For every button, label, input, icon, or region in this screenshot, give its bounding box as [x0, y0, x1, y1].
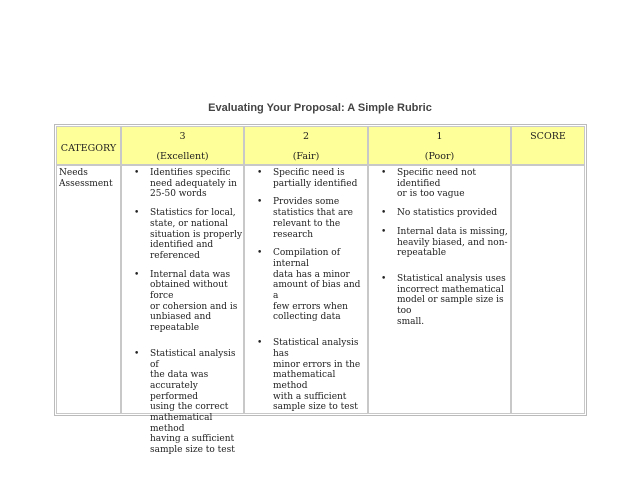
- fair-label: (Fair): [292, 151, 320, 162]
- criterion-item: • Identifies specific need adequately in 25-50 words: [122, 168, 243, 200]
- category-needs-assessment: Needs Assessment: [59, 168, 113, 189]
- criterion-item: • Compilation of internal data has a minor amount of bias and a few errors when collecting data: [245, 248, 367, 323]
- excellent-label: (Excellent): [156, 151, 209, 162]
- score-cell[interactable]: [511, 165, 585, 414]
- score-2-label: 2: [302, 131, 310, 142]
- criterion-item: • Statistics for local, state, or national situation is properly identified and referenced: [122, 208, 243, 262]
- category-cell: [56, 165, 121, 414]
- header-score: [511, 126, 585, 165]
- criterion-item: • Internal data was obtained without force or cohersion and is unbiased and repeatable: [122, 270, 243, 334]
- criterion-item: • Statistical analysis of the data was accurately performed using the correct mathematical method having a sufficient sample size to test: [122, 349, 243, 456]
- score-3-label: 3: [179, 131, 186, 142]
- score-1-label: 1: [436, 131, 443, 142]
- header-poor: [368, 126, 511, 165]
- criterion-item: • Specific need not identified or is too vague: [369, 168, 510, 200]
- criterion-item: • Statistical analysis uses incorrect mathematical model or sample size is too small.: [369, 274, 510, 328]
- criterion-item: • No statistics provided: [369, 208, 510, 219]
- poor-label: (Poor): [424, 151, 455, 162]
- header-fair: [244, 126, 368, 165]
- score-header-label: SCORE: [530, 131, 566, 142]
- criterion-item: • Provides some statistics that are relevant to the research: [245, 197, 367, 240]
- excellent-cell: [121, 165, 244, 456]
- criterion-item: • Internal data is missing, heavily biased, and non- repeatable: [369, 227, 510, 259]
- criterion-item: • Statistical analysis has minor errors in the mathematical method with a sufficient sample size to test: [245, 338, 367, 413]
- category-header-label: CATEGORY: [60, 143, 117, 154]
- header-category: [56, 126, 121, 165]
- document-title: Evaluating Your Proposal: A Simple Rubric: [208, 102, 432, 114]
- criterion-item: • Specific need is partially identified: [245, 168, 367, 189]
- poor-cell: [368, 165, 511, 414]
- fair-cell: [244, 165, 368, 414]
- header-excellent: [121, 126, 244, 165]
